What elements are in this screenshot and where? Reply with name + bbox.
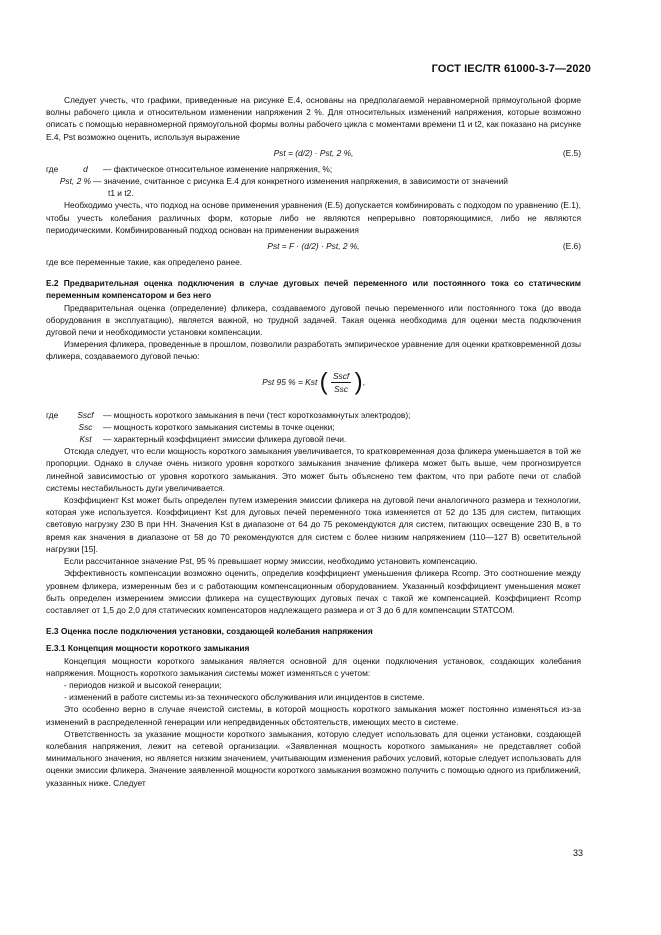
paragraph-emission-limit: Если рассчитанное значение Pst, 95 % превышает норму эмиссии, необходимо установить компенсацию. <box>64 556 478 567</box>
paragraph-combined-approach: Необходимо учесть, что подход на основе применения уравнения (Е.5) допускается комбинировать с подходом по уравнению (Е.1), чтобы учесть колебания различных форм, которые либо не являются непрерывно повторяющимися, либо не являются периодическими. Комбинированный подход основан на применении выражения <box>46 200 581 235</box>
where-ssc-symbol: Ssc <box>78 421 93 432</box>
paragraph-preliminary-assessment: Предварительная оценка (определение) фликера, создаваемого дуговой печью переменного или постоянного тока (до ввода оборудования в эксплуатацию), является важной, но трудной задачей. Такая оценка необходима для оценки места подключения дуговой печи и необходимости установки компенсации. <box>46 302 581 338</box>
where-pst-row <box>46 175 581 187</box>
equation-e5 <box>46 143 581 163</box>
paragraph-kst-coefficient: Коэффициент Kst может быть определен путем измерения эмиссии фликера на дуговой печи аналогичного размера и технологии, которая уже используется. Коэффициент Kst для дуговых печей переменного тока изменяется от 52 до 135 для систем, питающих световую нагрузку 230 В при НН. Значения Kst в диапазоне от 64 до 75 рекомендуются для систем, питающих освещение 230 В, в то время как значения в диапазоне от 58 до 70 рекомендуются для систем с более низким напряжением (110—127 В) осветительной нагрузки [15]. <box>46 495 581 554</box>
paragraph-flicker-measurements: Измерения фликера, проведенные в прошлом, позволили разработать эмпирическое уравнение для оценки кратковременной дозы фликера, создаваемого дуговой печью: <box>46 339 581 362</box>
list-item: - изменений в работе системы из-за технического обслуживания или инцидентов в системе. <box>64 692 425 703</box>
where-pst-continuation: t1 и t2. <box>108 188 134 199</box>
page-body <box>46 94 581 789</box>
where-pst-text: — значение, считанное с рисунка Е.4 для конкретного изменения напряжения, в зависимости от значений <box>93 176 508 187</box>
equation-e7-lhs: Pst 95 % = Kst <box>262 376 318 387</box>
equation-e7-fraction <box>331 370 351 395</box>
paragraph-variables-defined: где все переменные такие, как определено ранее. <box>46 257 243 268</box>
where-d-row <box>46 163 581 175</box>
paragraph-short-circuit-effect: Отсюда следует, что если мощность короткого замыкания увеличивается, то кратковременная доза фликера уменьшается в той же пропорции. Однако в случае очень низкого уровня короткого замыкания значение фликера может быть выше, чем прогнозируется линейной зависимостью от уровня короткого замыкания. Это может быть объяснено тем фактом, что при работе печи от слабой системы нестабильность дуги увеличивается. <box>46 446 581 493</box>
where-s-row-1 <box>46 409 581 421</box>
section-e31-heading: Е.3.1 Концепция мощности короткого замыкания <box>46 643 250 654</box>
equation-e5-number: (Е.5) <box>562 147 581 158</box>
where-label: где <box>46 163 59 174</box>
where-pst-symbol: Pst, 2 % <box>59 176 91 187</box>
where-d-symbol: d <box>83 163 88 174</box>
paragraph-responsibility: Ответственность за указание мощности короткого замыкания, которую следует использовать для оценки установки, создающей колебания напряжения, лежит на сетевой организации. «Заявленная мощность короткого замыкания» не представляет собой минимального значения, но является низким значением, учитывающим изменения рабочих условий, которые следует использовать для оценки эмиссии фликера. Значение заявленной мощности короткого замыкания возможно получить с помощью одного из приближений, указанных ниже. Следует <box>46 728 581 788</box>
paragraph-short-circuit-concept: Концепция мощности короткого замыкания является основной для оценки подключения установок, создающих колебания напряжения. Мощность короткого замыкания системы может изменяться с учетом: <box>46 655 581 678</box>
paragraph-compensation-efficiency: Эффективность компенсации возможно оценить, определив коэффициент уменьшения фликера Rcomp. Это соотношение между уровнем фликера, измеренным без и с работающим компенсационным оборудованием. Указанный коэффициент уменьшения может быть определен измерением эмиссии фликера на существующих дуговых печах с такой же компенсацией. Коэффициент Rcomp составляет от 1,5 до 2,0 для статических компенсаторов надлежащего размера и от 3 до 6 для компенсации STATCOM. <box>46 568 581 615</box>
where-sscf-text: — мощность короткого замыкания в печи (тест короткозамкнутых электродов); <box>103 409 411 420</box>
list-item: - периодов низкой и высокой генерации; <box>64 679 222 690</box>
where-empty <box>46 421 68 433</box>
where-kst-text: — характерный коэффициент эмиссии фликера дуговой печи. <box>103 434 347 445</box>
equation-e7-denominator: Ssc <box>334 383 349 394</box>
equation-e7: Pst 95 % = Kst ( $\frac{\text{Sscf}}{\text{Ssc}}$ ), <box>262 368 365 396</box>
where-ssc-text: — мощность короткого замыкания системы в точке оценки; <box>103 421 335 432</box>
page-number: 33 <box>572 848 583 858</box>
where-empty <box>46 433 68 445</box>
equation-e7-numerator: Sscf <box>331 370 351 383</box>
where-sscf-symbol: Sscf <box>77 409 94 420</box>
where-s-row-3 <box>46 433 581 445</box>
where-label: где <box>46 409 59 420</box>
where-kst-symbol: Kst <box>79 434 92 445</box>
equation-e5-formula: Pst = (d/2) · Pst, 2 %, <box>273 147 354 158</box>
equation-e6-number: (Е.6) <box>562 241 581 252</box>
section-e3-heading: Е.3 Оценка после подключения установки, создающей колебания напряжения <box>46 626 373 637</box>
equation-e6 <box>46 236 581 256</box>
paragraph-intro: Следует учесть, что графики, приведенные на рисунке Е.4, основаны на предполагаемой неравномерной прямоугольной форме волны рабочего цикла и относительном изменении напряжения 2 %. Для относительных изменений напряжения, которые возможно описать с помощью неравномерной прямоугольной формы волны рабочего цикла с моментами времени t1 и t2, как показано на рисунке Е.4, Pst возможно оценить, используя выражение <box>46 95 581 142</box>
section-e2-heading: Е.2 Предварительная оценка подключения в случае дуговых печей переменного или постоянного тока со статическим переменным компенсатором и без него <box>46 278 581 301</box>
where-d-text: — фактическое относительное изменение напряжения, %; <box>103 163 333 174</box>
equation-e6-formula: Pst = F · (d/2) · Pst, 2 %, <box>267 241 360 252</box>
where-s-row-2 <box>46 421 581 433</box>
document-code-header: ГОСТ IEC/TR 61000-3-7—2020 <box>431 63 591 75</box>
paragraph-meshed-system: Это особенно верно в случае ячеистой системы, в которой мощность короткого замыкания может постоянно изменяться из-за изменений в распределенной генерации или непредвиденных обстоятельств, имеющих место в системе. <box>46 704 581 727</box>
